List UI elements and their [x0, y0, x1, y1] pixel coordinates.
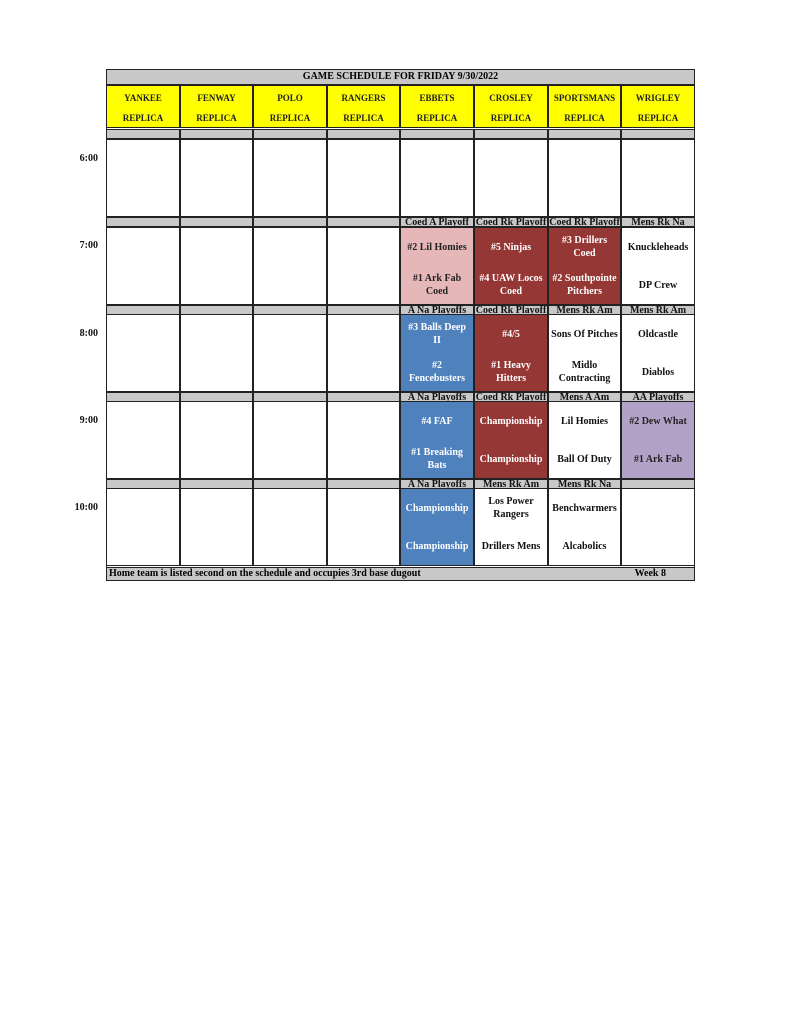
- game-cell: [474, 227, 548, 305]
- division-label: [327, 129, 400, 139]
- home-team: #1 Heavy Hitters: [491, 360, 531, 384]
- schedule-cell: [253, 401, 327, 479]
- schedule-footer: [106, 567, 695, 581]
- schedule-cell: [106, 488, 180, 566]
- home-team: Ball Of Duty: [557, 453, 612, 465]
- schedule-cell: [106, 139, 180, 217]
- schedule-title: GAME SCHEDULE FOR FRIDAY 9/30/2022: [106, 69, 695, 85]
- away-team: #2 Lil Homies: [407, 241, 467, 253]
- field-header-ebbets: [400, 85, 474, 128]
- schedule-cell: [253, 227, 327, 305]
- division-label: [180, 129, 253, 139]
- home-team: #1 Breaking Bats: [411, 447, 463, 471]
- schedule-cell: [106, 227, 180, 305]
- field-name: POLO: [277, 93, 303, 103]
- away-team: Los Power Rangers: [488, 496, 534, 520]
- time-label: 10:00: [74, 502, 98, 513]
- field-header-polo: [253, 85, 327, 128]
- home-team: #4 UAW Locos Coed: [479, 273, 543, 297]
- division-label: Coed Rk Playoff: [475, 392, 547, 402]
- field-name: WRIGLEY: [635, 93, 681, 103]
- game-cell: [474, 401, 548, 479]
- time-label: 9:00: [79, 415, 98, 426]
- away-team: #4/5: [502, 328, 520, 340]
- field-name: YANKEE: [124, 93, 162, 103]
- away-team: #5 Ninjas: [490, 241, 532, 253]
- schedule-cell: [621, 139, 695, 217]
- field-subtitle: REPLICA: [196, 113, 237, 123]
- division-label: Coed A Playoff: [400, 217, 474, 227]
- field-subtitle: REPLICA: [416, 113, 458, 123]
- field-subtitle: REPLICA: [122, 113, 164, 123]
- field-subtitle: REPLICA: [490, 113, 532, 123]
- schedule-cell: [253, 139, 327, 217]
- away-team: Championship: [405, 502, 469, 514]
- game-cell: [548, 401, 621, 479]
- field-header-fenway: [180, 85, 253, 128]
- division-label: [253, 217, 327, 227]
- home-team: Drillers Mens: [481, 540, 541, 552]
- field-header-rangers: [327, 85, 400, 128]
- week-label: Week 8: [634, 568, 666, 579]
- schedule-cell: [327, 488, 400, 566]
- game-cell: [548, 227, 621, 305]
- away-team: Championship: [479, 415, 543, 427]
- division-label: Mens A Am: [548, 392, 621, 402]
- schedule-cell: [180, 314, 253, 392]
- division-label: Coed Rk Playoff: [475, 217, 547, 227]
- away-team: #3 Drillers Coed: [561, 235, 608, 259]
- game-cell: [621, 314, 695, 392]
- schedule-cell: [327, 227, 400, 305]
- division-label: A Na Playoffs: [400, 479, 474, 489]
- schedule-cell: [180, 488, 253, 566]
- schedule-cell: [180, 227, 253, 305]
- time-label: 7:00: [79, 240, 98, 251]
- schedule-cell: [327, 139, 400, 217]
- field-name: SPORTSMANS: [553, 93, 616, 103]
- game-cell: [400, 401, 474, 479]
- division-label: Mens Rk Am: [474, 479, 548, 489]
- away-team: Knuckleheads: [627, 241, 689, 253]
- away-team: #3 Balls Deep II: [408, 322, 466, 346]
- schedule-cell: [106, 314, 180, 392]
- field-name: RANGERS: [341, 93, 386, 103]
- division-label: Coed Rk Playoff: [475, 305, 547, 315]
- home-team: DP Crew: [638, 279, 678, 291]
- game-cell: [400, 314, 474, 392]
- division-label: [327, 217, 400, 227]
- home-team: Midlo Contracting: [558, 360, 611, 384]
- field-header-sportsmans: [548, 85, 621, 128]
- division-label: Mens Rk Am: [621, 305, 695, 315]
- game-cell: [548, 314, 621, 392]
- home-team: Championship: [405, 540, 469, 552]
- division-label: Mens Rk Na: [548, 479, 621, 489]
- schedule-cell: [253, 488, 327, 566]
- schedule-cell: [327, 401, 400, 479]
- division-label: [400, 129, 474, 139]
- schedule-cell: [474, 139, 548, 217]
- game-cell: [474, 488, 548, 566]
- home-team: #1 Ark Fab Coed: [412, 273, 462, 297]
- away-team: Sons Of Pitches: [551, 328, 618, 340]
- game-cell: [400, 227, 474, 305]
- schedule-cell: [548, 139, 621, 217]
- division-label: [180, 217, 253, 227]
- schedule-cell: [621, 488, 695, 566]
- footer-note: Home team is listed second on the schedule and occupies 3rd base dugout: [109, 568, 421, 579]
- schedule-cell: [400, 139, 474, 217]
- division-label: [106, 217, 180, 227]
- field-subtitle: REPLICA: [343, 113, 384, 123]
- division-label: [621, 129, 695, 139]
- home-team: Alcabolics: [562, 540, 607, 552]
- game-cell: [400, 488, 474, 566]
- schedule-cell: [180, 401, 253, 479]
- field-name: FENWAY: [197, 93, 236, 103]
- home-team: Diablos: [641, 366, 675, 378]
- field-name: CROSLEY: [489, 93, 533, 103]
- home-team: Championship: [479, 453, 543, 465]
- field-subtitle: REPLICA: [269, 113, 311, 123]
- away-team: #4 FAF: [421, 415, 453, 427]
- schedule-cell: [327, 314, 400, 392]
- division-label: [253, 129, 327, 139]
- schedule-cell: [253, 314, 327, 392]
- home-team: #2 Fencebusters: [408, 360, 466, 384]
- field-header-crosley: [474, 85, 548, 128]
- division-label: Coed Rk Playoff: [549, 217, 620, 227]
- division-label: AA Playoffs: [621, 392, 695, 402]
- away-team: #2 Dew What: [629, 415, 687, 427]
- game-cell: [548, 488, 621, 566]
- game-cell: [621, 401, 695, 479]
- field-subtitle: REPLICA: [564, 113, 605, 123]
- field-header-yankee: [106, 85, 180, 128]
- schedule-cell: [106, 401, 180, 479]
- home-team: #2 Southpointe Pitchers: [552, 273, 617, 297]
- away-team: Oldcastle: [638, 328, 678, 340]
- division-label: A Na Playoffs: [400, 392, 474, 402]
- field-name: EBBETS: [419, 93, 455, 103]
- division-label: [106, 129, 180, 139]
- division-label: [474, 129, 548, 139]
- home-team: #1 Ark Fab: [633, 453, 683, 465]
- time-label: 6:00: [79, 153, 98, 164]
- field-subtitle: REPLICA: [637, 113, 679, 123]
- field-header-wrigley: [621, 85, 695, 128]
- time-label: 8:00: [79, 328, 98, 339]
- away-team: Benchwarmers: [552, 502, 617, 514]
- schedule-cell: [180, 139, 253, 217]
- away-team: Lil Homies: [561, 415, 608, 427]
- game-cell: [474, 314, 548, 392]
- game-cell: [621, 227, 695, 305]
- division-label: Mens Rk Na: [621, 217, 695, 227]
- division-label: [548, 129, 621, 139]
- division-label: Mens Rk Am: [548, 305, 621, 315]
- division-label: A Na Playoffs: [400, 305, 474, 315]
